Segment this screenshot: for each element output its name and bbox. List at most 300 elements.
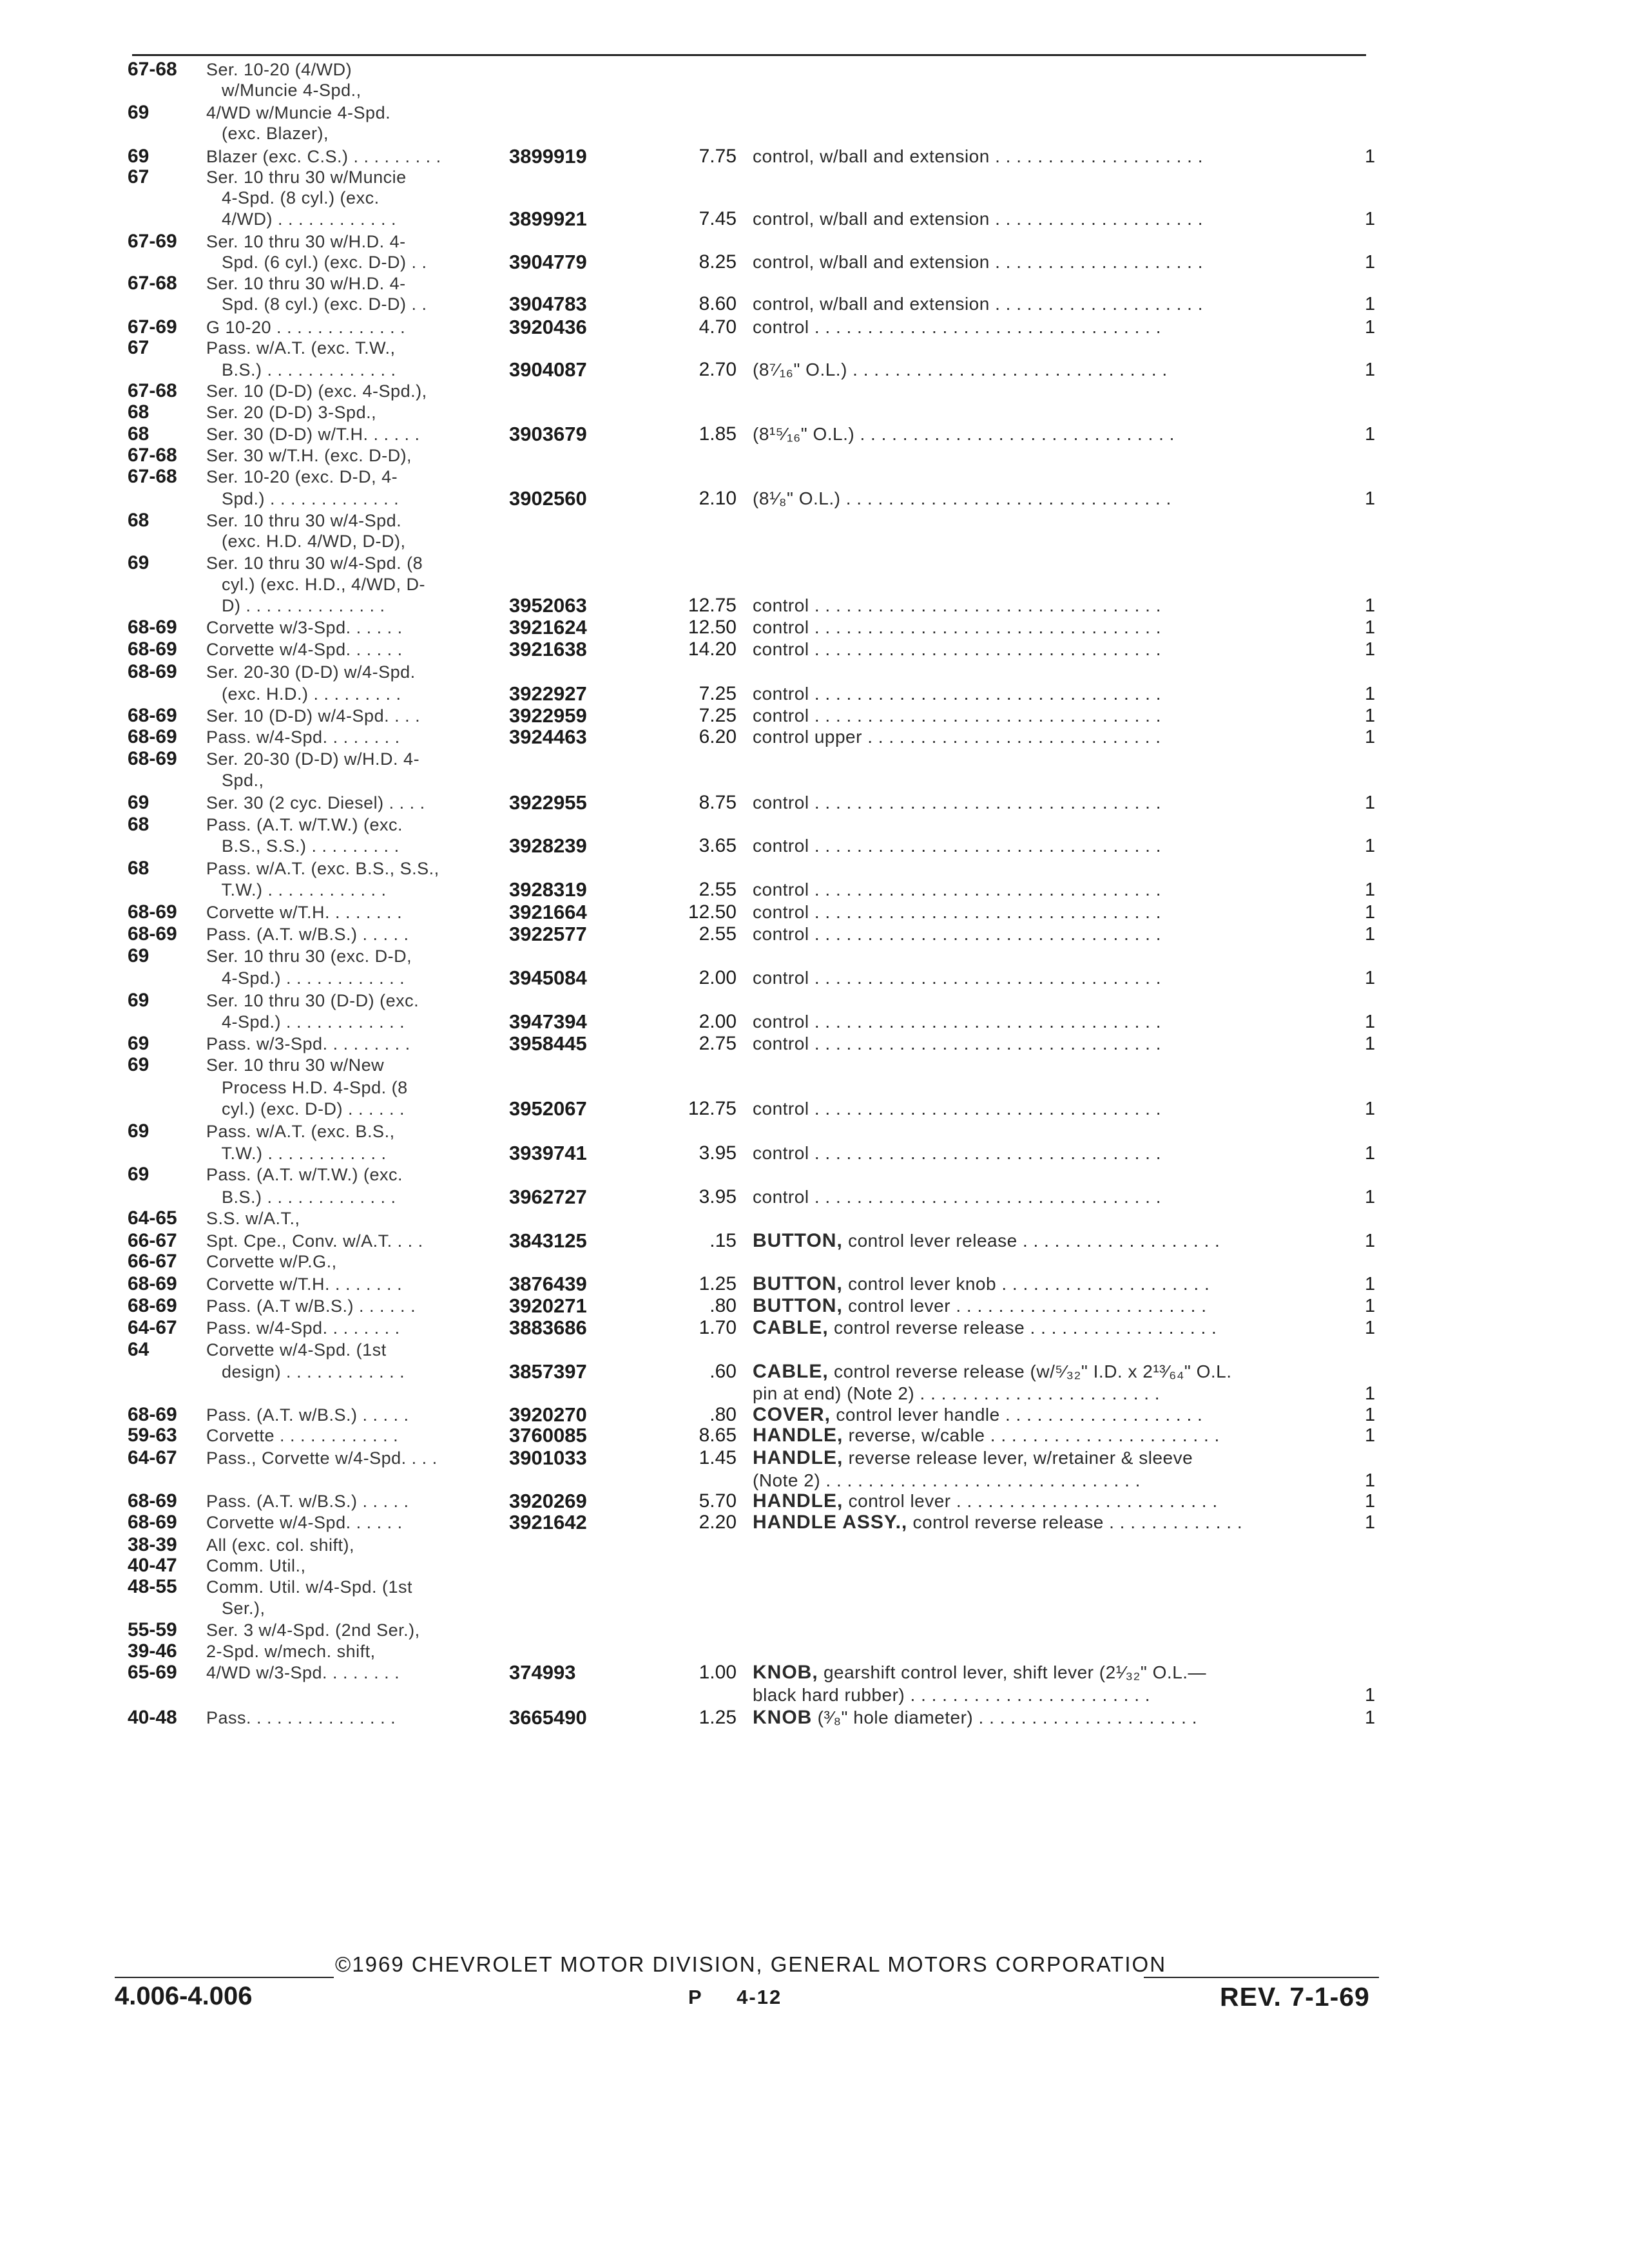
model-year: 68-69 xyxy=(128,1295,177,1316)
table-row xyxy=(0,1424,1629,1450)
model-year: 69 xyxy=(128,1164,149,1185)
part-number: 3945084 xyxy=(509,966,587,989)
model-year: 64 xyxy=(128,1339,149,1360)
part-number: 3902560 xyxy=(509,487,587,510)
part-number: 3876439 xyxy=(509,1273,587,1295)
part-detail: control . . . . . . . . . . . . . . . . . . . . . . . . . . . . . . . . . xyxy=(753,317,1161,337)
part-number: 3904783 xyxy=(509,293,587,315)
quantity: 1 xyxy=(1365,1470,1376,1491)
model-year: 65-69 xyxy=(128,1662,177,1683)
quantity: 1 xyxy=(1365,793,1376,813)
model-description: Ser. 10 thru 30 w/H.D. 4- xyxy=(206,232,406,251)
list-price: 2.10 xyxy=(699,488,737,509)
model-year: 67-69 xyxy=(128,316,177,338)
model-year: 67-68 xyxy=(128,59,177,80)
list-price: 3.95 xyxy=(699,1186,737,1207)
model-year: 69 xyxy=(128,1120,149,1142)
part-number: 3665490 xyxy=(509,1706,587,1729)
model-description: Pass. w/A.T. (exc. T.W., xyxy=(206,338,396,358)
table-row xyxy=(0,834,1629,860)
part-detail: control reverse release (w/⁵⁄₃₂" I.D. x 2¹³⁄₆₄" O.L. xyxy=(833,1361,1232,1381)
part-description xyxy=(753,1010,1161,1033)
model-year: 64-67 xyxy=(128,1317,177,1338)
model-year: 69 xyxy=(128,792,149,813)
part-number: 3920270 xyxy=(509,1403,587,1426)
part-detail: control reverse release . . . . . . . . . . . . . . . . . . xyxy=(833,1318,1217,1338)
model-description: 4-Spd. (8 cyl.) (exc. xyxy=(206,188,380,207)
model-description: 2-Spd. w/mech. shift, xyxy=(206,1642,376,1661)
part-description xyxy=(753,293,1203,316)
model-year: 59-63 xyxy=(128,1425,177,1446)
part-description xyxy=(753,1142,1161,1165)
part-detail: control . . . . . . . . . . . . . . . . . . . . . . . . . . . . . . . . . xyxy=(753,879,1161,899)
model-description: Ser. 10 thru 30 (D-D) (exc. xyxy=(206,991,419,1010)
model-description: Spd., xyxy=(206,771,264,790)
model-description: cyl.) (exc. D-D) . . . . . . xyxy=(206,1099,405,1119)
list-price: 1.25 xyxy=(699,1273,737,1294)
part-number: 3922959 xyxy=(509,704,587,727)
model-description: Ser.), xyxy=(206,1599,265,1618)
model-year: 69 xyxy=(128,146,149,167)
quantity: 1 xyxy=(1365,1491,1376,1512)
part-detail: control lever handle . . . . . . . . . . . . . . . . . . . xyxy=(836,1405,1203,1425)
part-detail: control . . . . . . . . . . . . . . . . . . . . . . . . . . . . . . . . . xyxy=(753,684,1161,704)
model-description: Corvette w/4-Spd. . . . . . xyxy=(206,640,403,659)
model-year: 68-69 xyxy=(128,661,177,682)
quantity: 1 xyxy=(1365,1231,1376,1251)
table-row xyxy=(0,1163,1629,1189)
part-number: 3922955 xyxy=(509,791,587,814)
copyright-line: ©1969 CHEVROLET MOTOR DIVISION, GENERAL MOTORS CORPORATION xyxy=(335,1952,1167,1976)
quantity: 1 xyxy=(1365,1425,1376,1446)
quantity: 1 xyxy=(1365,1274,1376,1294)
part-number: 3922577 xyxy=(509,923,587,945)
model-year: 68-69 xyxy=(128,1273,177,1294)
part-description xyxy=(753,834,1161,858)
part-description xyxy=(753,1469,1141,1492)
part-description xyxy=(753,594,1161,617)
model-description: Ser. 30 (D-D) w/T.H. . . . . . xyxy=(206,425,420,444)
part-number: 3947394 xyxy=(509,1010,587,1033)
part-description xyxy=(753,316,1161,339)
model-description: 4-Spd.) . . . . . . . . . . . . xyxy=(206,968,405,988)
part-description xyxy=(753,251,1203,274)
model-description: Process H.D. 4-Spd. (8 xyxy=(206,1078,408,1097)
part-description xyxy=(753,1706,1197,1729)
list-price: 1.45 xyxy=(699,1447,737,1468)
model-description: Pass. (A.T. w/T.W.) (exc. xyxy=(206,815,403,834)
part-detail: control lever release . . . . . . . . . . . . . . . . . . . xyxy=(848,1231,1220,1251)
part-description xyxy=(753,1446,1193,1470)
model-description: Pass. . . . . . . . . . . . . . . xyxy=(206,1708,396,1727)
table-row xyxy=(0,638,1629,664)
part-description xyxy=(753,1661,1206,1684)
list-price: 7.75 xyxy=(699,146,737,167)
part-number: 3921642 xyxy=(509,1511,587,1533)
table-row xyxy=(0,1097,1629,1123)
model-year: 68 xyxy=(128,858,149,879)
model-year: 67-69 xyxy=(128,231,177,252)
list-price: 2.70 xyxy=(699,359,737,380)
part-detail: control lever knob . . . . . . . . . . . . . . . . . . . . xyxy=(848,1274,1210,1294)
model-description: design) . . . . . . . . . . . . xyxy=(206,1362,405,1381)
part-name: BUTTON, xyxy=(753,1230,843,1251)
model-year: 68 xyxy=(128,401,149,423)
model-description: Pass. w/4-Spd. . . . . . . . xyxy=(206,727,400,747)
footer-rule-right xyxy=(1144,1977,1379,1978)
model-description: (exc. H.D.) . . . . . . . . . xyxy=(206,684,401,704)
model-description: 4-Spd.) . . . . . . . . . . . . xyxy=(206,1012,405,1032)
part-description xyxy=(753,616,1161,639)
part-detail: (8⁷⁄₁₆" O.L.) . . . . . . . . . . . . . . . . . . . . . . . . . . . . . . xyxy=(753,360,1168,380)
list-price: .60 xyxy=(709,1361,737,1382)
table-row xyxy=(0,966,1629,992)
part-name: KNOB, xyxy=(753,1662,818,1683)
part-detail: (³⁄₈" hole diameter) . . . . . . . . . . . . . . . . . . . . . xyxy=(817,1707,1197,1727)
table-row xyxy=(0,293,1629,318)
part-detail: control . . . . . . . . . . . . . . . . . . . . . . . . . . . . . . . . . xyxy=(753,1012,1161,1032)
quantity: 1 xyxy=(1365,1099,1376,1119)
model-year: 68-69 xyxy=(128,617,177,638)
part-description xyxy=(753,207,1203,231)
model-year: 69 xyxy=(128,1054,149,1075)
footer-rule-left xyxy=(115,1977,334,1978)
list-price: 2.00 xyxy=(699,967,737,988)
part-detail: control . . . . . . . . . . . . . . . . . . . . . . . . . . . . . . . . . xyxy=(753,595,1161,615)
model-description: Corvette w/T.H. . . . . . . . xyxy=(206,1274,403,1294)
model-year: 67 xyxy=(128,337,149,358)
part-detail: control, w/ball and extension . . . . . . . . . . . . . . . . . . . . xyxy=(753,209,1203,229)
part-detail: control, w/ball and extension . . . . . . . . . . . . . . . . . . . . xyxy=(753,146,1203,166)
list-price: 5.70 xyxy=(699,1490,737,1512)
part-number: 3899921 xyxy=(509,207,587,230)
list-price: .15 xyxy=(709,1230,737,1251)
quantity: 1 xyxy=(1365,1012,1376,1032)
quantity: 1 xyxy=(1365,1707,1376,1728)
part-description xyxy=(753,1403,1202,1427)
model-description: Ser. 10 thru 30 w/4-Spd. xyxy=(206,511,402,530)
model-year: 67-68 xyxy=(128,380,177,401)
part-number: 3924463 xyxy=(509,726,587,748)
part-detail: (8¹⁵⁄₁₆" O.L.) . . . . . . . . . . . . . . . . . . . . . . . . . . . . . . xyxy=(753,424,1175,444)
part-detail: control . . . . . . . . . . . . . . . . . . . . . . . . . . . . . . . . . xyxy=(753,968,1161,988)
model-year: 38-39 xyxy=(128,1534,177,1555)
part-detail: gearshift control lever, shift lever (2¹⁄₃₂" O.L.— xyxy=(823,1662,1207,1682)
model-year: 69 xyxy=(128,1033,149,1054)
part-description xyxy=(753,638,1161,661)
part-detail: control . . . . . . . . . . . . . . . . . . . . . . . . . . . . . . . . . xyxy=(753,1099,1161,1119)
list-price: 8.25 xyxy=(699,251,737,273)
model-description: Spt. Cpe., Conv. w/A.T. . . . xyxy=(206,1231,423,1251)
part-name: COVER, xyxy=(753,1404,831,1425)
table-row xyxy=(0,1684,1629,1709)
table-row xyxy=(0,1706,1629,1732)
part-description xyxy=(753,1424,1220,1447)
part-detail: control, w/ball and extension . . . . . . . . . . . . . . . . . . . . xyxy=(753,294,1203,314)
model-description: Ser. 30 w/T.H. (exc. D-D), xyxy=(206,446,412,465)
part-number: 3921638 xyxy=(509,638,587,660)
list-price: 7.25 xyxy=(699,683,737,704)
part-number: 3962727 xyxy=(509,1186,587,1208)
table-row xyxy=(0,1053,1629,1079)
model-description: Ser. 10-20 (4/WD) xyxy=(206,60,352,79)
top-rule xyxy=(132,54,1366,56)
part-description xyxy=(753,487,1171,510)
list-price: 4.70 xyxy=(699,316,737,338)
model-description: w/Muncie 4-Spd., xyxy=(206,81,361,100)
list-price: 2.75 xyxy=(699,1033,737,1054)
model-description: D) . . . . . . . . . . . . . . xyxy=(206,596,385,615)
part-number: 3920436 xyxy=(509,316,587,338)
table-row xyxy=(0,769,1629,794)
model-description: T.W.) . . . . . . . . . . . . xyxy=(206,1144,387,1163)
part-detail: (8¹⁄₈" O.L.) . . . . . . . . . . . . . . . . . . . . . . . . . . . . . . . xyxy=(753,488,1171,508)
list-price: 8.75 xyxy=(699,792,737,813)
list-price: 7.45 xyxy=(699,208,737,229)
quantity: 1 xyxy=(1365,595,1376,616)
model-description: Ser. 10 thru 30 w/New xyxy=(206,1055,385,1075)
list-price: 12.75 xyxy=(688,1098,737,1119)
part-number: 3920271 xyxy=(509,1294,587,1317)
model-description: cyl.) (exc. H.D., 4/WD, D- xyxy=(206,575,426,594)
model-description: Ser. 10 (D-D) w/4-Spd. . . . xyxy=(206,706,421,726)
model-description: Pass. (A.T. w/T.W.) (exc. xyxy=(206,1165,403,1184)
model-year: 67-68 xyxy=(128,445,177,466)
part-number: 3952067 xyxy=(509,1097,587,1120)
part-detail: control . . . . . . . . . . . . . . . . . . . . . . . . . . . . . . . . . xyxy=(753,1187,1161,1207)
page-number: P 4-12 xyxy=(688,1986,782,2008)
part-description xyxy=(753,1360,1232,1383)
list-price: .80 xyxy=(709,1404,737,1425)
list-price: 1.25 xyxy=(699,1707,737,1728)
table-row xyxy=(0,79,1629,104)
model-year: 68 xyxy=(128,814,149,835)
list-price: 1.00 xyxy=(699,1662,737,1683)
part-description xyxy=(753,1316,1217,1340)
model-description: Pass. (A.T w/B.S.) . . . . . . xyxy=(206,1296,416,1316)
model-description: Ser. 20-30 (D-D) w/4-Spd. xyxy=(206,662,416,682)
model-description: 4/WD) . . . . . . . . . . . . xyxy=(206,209,397,229)
part-number: 3843125 xyxy=(509,1229,587,1252)
table-row xyxy=(0,1511,1629,1537)
model-description: B.S.) . . . . . . . . . . . . . xyxy=(206,360,396,380)
model-description: Ser. 20-30 (D-D) w/H.D. 4- xyxy=(206,749,420,769)
model-year: 68-69 xyxy=(128,748,177,769)
table-row xyxy=(0,1661,1629,1687)
quantity: 1 xyxy=(1365,294,1376,314)
quantity: 1 xyxy=(1365,639,1376,660)
quantity: 1 xyxy=(1365,1143,1376,1164)
part-name: KNOB xyxy=(753,1707,813,1728)
quantity: 1 xyxy=(1365,1187,1376,1207)
model-description: Pass., Corvette w/4-Spd. . . . xyxy=(206,1448,438,1468)
part-number: 3904779 xyxy=(509,251,587,273)
model-description: Ser. 10 (D-D) (exc. 4-Spd.), xyxy=(206,381,427,401)
part-description xyxy=(753,1097,1161,1120)
model-year: 40-48 xyxy=(128,1707,177,1728)
part-description xyxy=(753,1684,1150,1707)
model-year: 69 xyxy=(128,945,149,966)
part-description xyxy=(753,358,1168,381)
model-year: 40-47 xyxy=(128,1555,177,1576)
model-description: Ser. 3 w/4-Spd. (2nd Ser.), xyxy=(206,1620,420,1640)
quantity: 1 xyxy=(1365,488,1376,509)
quantity: 1 xyxy=(1365,684,1376,704)
quantity: 1 xyxy=(1365,1383,1376,1404)
quantity: 1 xyxy=(1365,317,1376,338)
list-price: 2.20 xyxy=(699,1512,737,1533)
table-row xyxy=(0,207,1629,233)
table-row xyxy=(0,1446,1629,1472)
part-number: 3903679 xyxy=(509,423,587,445)
part-detail: black hard rubber) . . . . . . . . . . . . . . . . . . . . . . . xyxy=(753,1685,1151,1705)
quantity: 1 xyxy=(1365,924,1376,945)
quantity: 1 xyxy=(1365,146,1376,167)
model-description: (exc. H.D. 4/WD, D-D), xyxy=(206,532,406,551)
quantity: 1 xyxy=(1365,1296,1376,1316)
model-year: 55-59 xyxy=(128,1619,177,1640)
part-number: 3760085 xyxy=(509,1424,587,1446)
model-description: Ser. 10 thru 30 w/Muncie xyxy=(206,168,407,187)
list-price: 2.55 xyxy=(699,923,737,945)
quantity: 1 xyxy=(1365,209,1376,229)
part-number: 3901033 xyxy=(509,1446,587,1469)
part-description xyxy=(753,1294,1206,1318)
part-number: 3857397 xyxy=(509,1360,587,1383)
part-description xyxy=(753,726,1161,749)
model-description: Corvette w/4-Spd. . . . . . xyxy=(206,1513,403,1532)
model-description: Corvette w/T.H. . . . . . . . xyxy=(206,903,403,922)
quantity: 1 xyxy=(1365,1685,1376,1706)
list-price: 12.50 xyxy=(688,901,737,923)
model-year: 68-69 xyxy=(128,1490,177,1512)
quantity: 1 xyxy=(1365,706,1376,726)
model-year: 68 xyxy=(128,423,149,445)
part-detail: control . . . . . . . . . . . . . . . . . . . . . . . . . . . . . . . . . xyxy=(753,639,1161,659)
part-name: HANDLE, xyxy=(753,1447,843,1468)
list-price: 1.85 xyxy=(699,423,737,445)
part-description xyxy=(753,923,1161,946)
part-name: BUTTON, xyxy=(753,1295,843,1316)
part-detail: control . . . . . . . . . . . . . . . . . . . . . . . . . . . . . . . . . xyxy=(753,924,1161,944)
model-description: All (exc. col. shift), xyxy=(206,1535,355,1555)
model-description: S.S. w/A.T., xyxy=(206,1209,300,1228)
model-description: Pass. w/A.T. (exc. B.S., xyxy=(206,1122,395,1141)
part-name: CABLE, xyxy=(753,1317,829,1338)
model-year: 68-69 xyxy=(128,726,177,747)
table-row xyxy=(0,1207,1629,1233)
table-row xyxy=(0,122,1629,148)
part-description xyxy=(753,145,1203,168)
part-description xyxy=(753,1273,1210,1296)
part-number: 3928239 xyxy=(509,834,587,857)
model-year: 67-68 xyxy=(128,273,177,294)
part-detail: reverse, w/cable . . . . . . . . . . . . . . . . . . . . . . xyxy=(848,1425,1220,1445)
part-number: 3899919 xyxy=(509,145,587,168)
table-row xyxy=(0,1250,1629,1276)
list-price: 3.65 xyxy=(699,835,737,856)
part-description xyxy=(753,1511,1242,1534)
part-description xyxy=(753,1186,1161,1209)
model-description: Pass. (A.T. w/B.S.) . . . . . xyxy=(206,1492,409,1511)
part-description xyxy=(753,423,1175,446)
part-description xyxy=(753,1032,1161,1055)
revision-date: REV. 7-1-69 xyxy=(1220,1982,1370,2012)
model-description: Ser. 30 (2 cyc. Diesel) . . . . xyxy=(206,793,425,812)
part-name: HANDLE ASSY., xyxy=(753,1512,908,1533)
part-description xyxy=(753,1229,1220,1253)
model-description: B.S.) . . . . . . . . . . . . . xyxy=(206,1187,396,1207)
model-description: 4/WD w/3-Spd. . . . . . . . xyxy=(206,1663,400,1682)
model-year: 68-69 xyxy=(128,639,177,660)
part-number: 3921664 xyxy=(509,901,587,923)
part-number: 3939741 xyxy=(509,1142,587,1164)
quantity: 1 xyxy=(1365,1512,1376,1533)
list-price: 3.95 xyxy=(699,1142,737,1164)
list-price: 14.20 xyxy=(688,639,737,660)
model-year: 64-67 xyxy=(128,1447,177,1468)
quantity: 1 xyxy=(1365,727,1376,747)
model-year: 66-67 xyxy=(128,1230,177,1251)
model-year: 68 xyxy=(128,510,149,531)
model-description: T.W.) . . . . . . . . . . . . xyxy=(206,880,387,899)
list-price: 8.60 xyxy=(699,293,737,314)
model-year: 68-69 xyxy=(128,705,177,726)
part-number: 3883686 xyxy=(509,1316,587,1339)
list-price: 2.00 xyxy=(699,1011,737,1032)
model-year: 68-69 xyxy=(128,901,177,923)
part-description xyxy=(753,966,1161,990)
model-description: Ser. 10 thru 30 w/H.D. 4- xyxy=(206,274,406,293)
model-description: G 10-20 . . . . . . . . . . . . . xyxy=(206,318,406,337)
quantity: 1 xyxy=(1365,879,1376,900)
part-name: HANDLE, xyxy=(753,1490,843,1512)
list-price: 12.75 xyxy=(688,595,737,616)
part-detail: control . . . . . . . . . . . . . . . . . . . . . . . . . . . . . . . . . xyxy=(753,617,1161,637)
model-description: 4/WD w/Muncie 4-Spd. xyxy=(206,103,391,122)
quantity: 1 xyxy=(1365,902,1376,923)
quantity: 1 xyxy=(1365,1405,1376,1425)
model-description: Pass. w/A.T. (exc. B.S., S.S., xyxy=(206,859,439,878)
part-detail: control reverse release . . . . . . . . . . . . . xyxy=(912,1512,1243,1532)
quantity: 1 xyxy=(1365,1318,1376,1338)
part-description xyxy=(753,1490,1218,1513)
part-number: 3920269 xyxy=(509,1490,587,1512)
part-number: 3904087 xyxy=(509,358,587,381)
part-detail: control . . . . . . . . . . . . . . . . . . . . . . . . . . . . . . . . . xyxy=(753,1143,1161,1163)
model-description: Comm. Util. w/4-Spd. (1st xyxy=(206,1577,413,1597)
model-year: 67 xyxy=(128,166,149,187)
model-description: Ser. 20 (D-D) 3-Spd., xyxy=(206,403,377,422)
model-year: 67-68 xyxy=(128,466,177,487)
list-price: 8.65 xyxy=(699,1425,737,1446)
model-description: Blazer (exc. C.S.) . . . . . . . . . xyxy=(206,147,441,166)
model-description: Ser. 10 thru 30 w/4-Spd. (8 xyxy=(206,553,423,573)
quantity: 1 xyxy=(1365,617,1376,638)
model-description: Spd. (8 cyl.) (exc. D-D) . . xyxy=(206,294,427,314)
model-year: 69 xyxy=(128,102,149,123)
model-description: Corvette w/P.G., xyxy=(206,1252,337,1271)
part-detail: control . . . . . . . . . . . . . . . . . . . . . . . . . . . . . . . . . xyxy=(753,836,1161,856)
part-detail: control lever . . . . . . . . . . . . . . . . . . . . . . . . . xyxy=(848,1491,1218,1511)
model-description: B.S., S.S.) . . . . . . . . . xyxy=(206,836,400,856)
part-name: HANDLE, xyxy=(753,1425,843,1446)
model-description: Corvette . . . . . . . . . . . . xyxy=(206,1426,399,1445)
model-description: Pass. w/3-Spd. . . . . . . . . xyxy=(206,1034,410,1053)
model-description: Corvette w/3-Spd. . . . . . xyxy=(206,618,403,637)
part-detail: control . . . . . . . . . . . . . . . . . . . . . . . . . . . . . . . . . xyxy=(753,902,1161,922)
part-description xyxy=(753,791,1161,814)
